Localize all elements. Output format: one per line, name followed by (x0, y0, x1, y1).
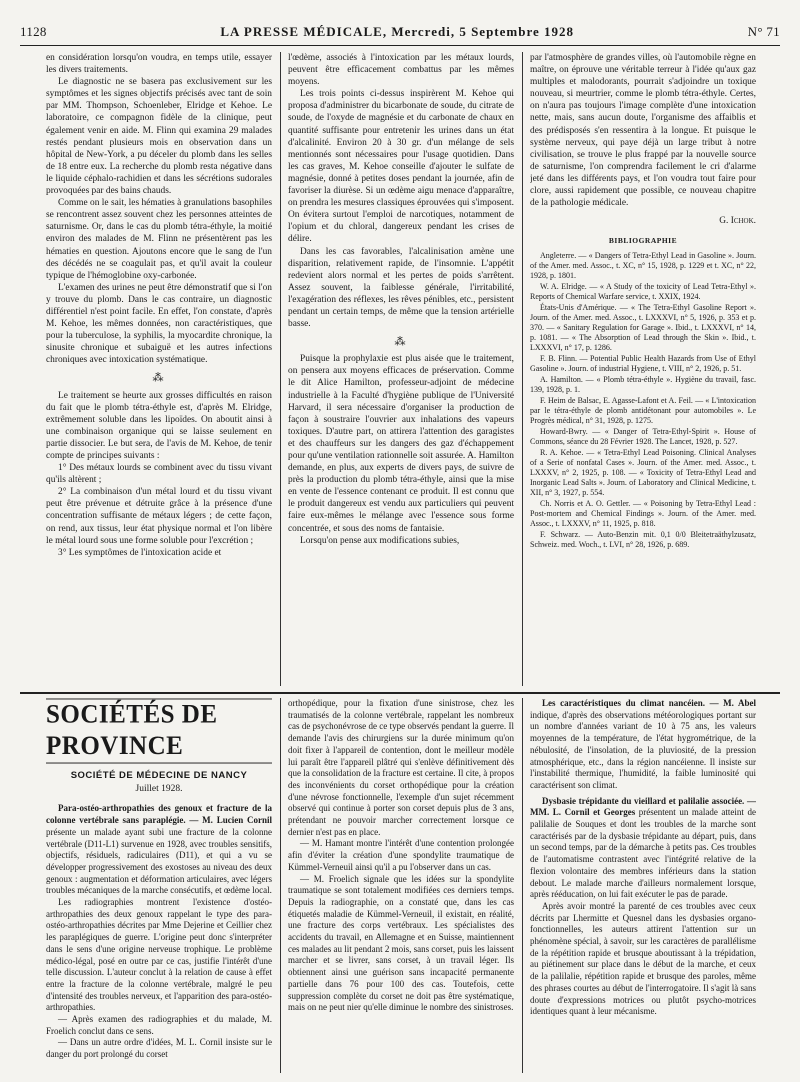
column-divider (280, 52, 281, 686)
bibliography-entry: A. Hamilton. — « Plomb tétra-éthyle ». Hygiène du travail, fasc. 139, 1928, p. 1. (530, 375, 756, 395)
paragraph: Lorsqu'on pense aux modifications subies, (300, 535, 460, 546)
paragraph: Les trois points ci-dessus inspirèrent M. Kehoe qui proposa d'administrer du bicarbonate de soude, du citrate de soude, de l'oxyde de magnésie et du carbonate de chaux en quantité suffisante pour entretenir les urines dans un état d'alcalinité. Environ 20 à 30 gr. d'un mélange de sels mentionnés sont nécessaires pour l'usage quotidien. Dans les cas graves, M. Kehoe conseille d'ajouter le sulfate de magnésie, donné à petites doses pendant la journée, afin de favoriser la diurèse. Si un œdème aigu menace d'apparaître, on prendra les mesures classiques éprouvées qui s'imposent. On évitera surtout l'emploi de narcotiques, notamment de l'opium et du chloral, dangereux pendant les crises de délire. (288, 89, 514, 245)
section-title: SOCIÉTÉS DE PROVINCE (46, 698, 272, 763)
paragraph: 2° La combinaison d'un métal lourd et du tissu vivant peut être prévenue et détruite grâce à la présence d'une concentration suffisante de métaux légers ; de cette façon, on rend, aux tissus, leur état physique normal et l'on libère le métal lourd sous une forme soluble pour l'excrétion ; (46, 487, 272, 546)
paragraph: présentent un malade atteint de palilalie de Souques et dont les troubles de la marche sont caractérisés par de la dysbasie trépidante au départ, puis, dans un second temps, par de la démarche à petits pas. Ces troubles de l'automatisme contrastent avec l'intégrité relative de la flexion volontaire des membres inférieurs dans la station debout. Le malade marche d'ailleurs normalement lorsque, après rééducation, on lui fait exécuter le pas de parade. (530, 807, 756, 900)
article-column-2 (288, 52, 514, 686)
paragraph: — M. Froelich signale que les idées sur la spondylite traumatique se sont totalement modifiées ces derniers temps. Depuis la radiographie, on a constaté que, dans les cas étiquetés maladie de Kümmel-Verneuil, il existait, en réalité, une fracture des corps vertébraux. Les spécialistes des accidents du travail, en Allemagne et en Suisse, maintiennent ces malades au lit pendant 2 mois, sans corset, puis les laissent marcher et se livrer, sans corset, à un travail léger. Ils obtiennent ainsi une guérison sans incapacité permanente partielle dans 76 pour 100 des cas. Toutefois, cette suppression complète du corset ne doit pas être systématique, mais on ne peut nier qu'elle diminue le nombre des sinistroses. (288, 873, 514, 1013)
bibliography-heading: BIBLIOGRAPHIE (608, 236, 678, 246)
bibliography-entry: W. A. Elridge. — « A Study of the toxicity of Lead Tetra-Ethyl ». Reports of Chemical Warfare service, t. XXIX, 1924. (530, 282, 756, 302)
paragraph: Dans les cas favorables, l'alcalinisation amène une disparition, relativement rapide, de l'insomnie. L'appétit redevient alors normal et les pertes de poids s'arrêtent. Assez souvent, la faiblesse générale, l'irritabilité, l'exagération des réflexes, les rêves pénibles, etc., persistent pendant un certain temps, de même que la tension artérielle basse. (288, 246, 514, 330)
page-number: 1128 (20, 24, 47, 39)
bibliography-entry: Ch. Norris et A. O. Gettler. — « Poisoning by Tetra-Ethyl Lead : Post-mortem and Chemical Findings ». Journ. of the Amer. med. Assoc., t. LXXXV, n° 11, 1925, p. 818. (530, 499, 756, 529)
bibliography-entry: F. B. Flinn. — Potential Public Health Hazards from Use of Ethyl Gasoline ». Journ. of industrial Hygiene, t. VIII, n° 2, 1926, p. 51. (530, 354, 756, 374)
paragraph: Le diagnostic ne se basera pas exclusivement sur les symptômes et les signes objectifs précisés avec tant de soin par MM. Thompson, Schoenleber, Elridge et Kehoe. Le laboratoire, ce compagnon fidèle de la clinique, peut également venir en aide. M. Flinn qui examina 29 malades restés pendant plusieurs mois en observation dans un hôpital de New-York, a pu déceler du plomb dans les selles de 18 entre eux. La recherche du plomb resta négative dans le liquide céphalo-rachidien et dans les sécrétions sudorales provoquées par des bains chauds. (46, 77, 272, 197)
paragraph: Puisque la prophylaxie est plus aisée que le traitement, on pensera aux moyens efficaces de préservation. Comme le dit Alice Hamilton, professeur-adjoint de médecine industrielle à la Faculté d'hygiène publique de l'Université Harvard, il sera nécessaire d'organiser la production de façon à soustraire l'ouvrier aux inhalations des vapeurs toxiques. D'autre part, on attirera l'attention des garagistes et des chauffeurs sur les dangers des gaz d'échappement pour qu'une ventilation rationnelle soit assurée. A. Hamilton demande, en plus, aux experts de divers pays, de suivre de près la production du plomb tétra-éthyle, ainsi que la mise en vente de l'essence contenant ce produit. Il est connu que le produit dangereux est vendu aux particuliers qui peuvent faire eux-mêmes le mélange avec l'essence sous forme concentrée, et sous des noms de fantaisie. (288, 354, 514, 534)
bibliography-entry: R. A. Kehoe. — « Tetra-Ethyl Lead Poisoning. Clinical Analyses of a Serie of nonfatal Cases ». Journ. of the Amer. med. Assoc., t. LXXXV, n° 2, 1925, p. 108. — « Toxicity of Tetra-Ethyl Lead and Inorganic Lead Salts ». Journ. of Laboratory and Clinical Medicine, t. XII, n° 3, 1927, p. 554. (530, 448, 756, 498)
paragraph: Les radiographies montrent l'existence d'ostéo-arthropathies des deux genoux rappelant le type des para-ostéo-arthropathies décrites par Mme Dejerine et Ceillier chez les paraplégiques de guerre. L'origine peut donc s'interpréter dans le sens d'une origine nerveuse trophique. Le problème médico-légal, posé en outre par ce cas, justifie l'intérêt d'une telle discussion. L'auteur conclut à la relation de cause à effet entre la fracture de la colonne vertébrale, malgré le peu d'intensité des troubles nerveux, et l'apparition des para-ostéo-arthropathies. (46, 897, 272, 1013)
paragraph: indique, d'après des observations météorologiques portant sur un nombre d'années variant de 10 à 75 ans, les valeurs moyennes de la température, de l'état hygrométrique, de la nébulosité, de l'insolation, de la pluviosité, de la pression atmosphérique, etc., dans la région nancéienne. Il insiste sur l'instabilité thermique, l'humidité, la faible luminosité qui caractérisent son climat. (530, 709, 756, 790)
paragraph: 1° Des métaux lourds se combinent avec du tissu vivant qu'ils altèrent ; (46, 463, 272, 486)
column-divider (280, 698, 281, 1073)
paragraph: L'examen des urines ne peut être démonstratif que si l'on y trouve du plomb. Dans le cas contraire, un diagnostic différentiel n'est point facile. En effet, l'on constate, d'après M. Kehoe, les mêmes données, non caractéristiques, que pour la tuberculose, la syphilis, la myocardite chronique, la sinusite chronique et subaiguë et les autres infections chroniques avec intoxication systématique. (46, 282, 272, 366)
article-column-1 (46, 52, 272, 686)
paragraph: — M. Hamant montre l'intérêt d'une contention prolongée afin d'éviter la création d'une spondylite traumatique de Kümmel-Verneuil ainsi qu'il a pu l'observer dans un cas. (288, 838, 514, 872)
paragraph: orthopédique, pour la fixation d'une sinistrose, chez les traumatisés de la colonne vertébrale, rappelant les nombreux cas de psychonévrose de ce type observés pendant la guerre. Il demande l'avis des chirurgiens sur la durée minimum qu'on doit fixer à l'appareil de contention, dont le meilleur modèle lui paraît être l'appareil plâtré qui s'enlève définitivement dès que la consolidation de la fracture est certaine. Il cite, à propos des inconvénients du corset orthopédique pour la création d'une névrose fonctionnelle, l'exemple d'un sujet récemment observé qui continue à porter son corset depuis plus de 3 ans, prétendant ne pouvoir marcher correctement lorsque ce dernier n'est pas en place. (288, 698, 514, 837)
journal-title: LA PRESSE MÉDICALE, Mercredi, 5 Septembre 1928 (220, 24, 575, 39)
paragraph: par l'atmosphère de grandes villes, où l'automobile règne en maître, on éprouve une véritable terreur à l'idée qu'aux gaz multiples et malodorants, pourrait s'adjoindre un toxique nouveau, si meurtrier, comme le plomb tétra-éthyle. Certes, on n'aura pas toujours l'image complète d'une intoxication nette, mais, sans aucun doute, l'organisme des affaiblis et des prédisposés s'en ressentira à la longue. Et puisque le système nerveux, qui paye déjà un large tribut à notre civilisation, se trouve le plus frappé par la nouvelle source de saturnisme, l'on comprendra facilement le cri d'alarme jeté dans les différents pays, et l'on voudra tout faire pour clore, aussi rapidement que possible, ce nouveau chapitre de la pathologie médicale. (530, 53, 756, 209)
paragraph: Le traitement se heurte aux grosses difficultés en raison du fait que le plomb tétra-éthyle est, d'après M. Elridge, extrêmement soluble dans les lipoïdes. On aboutit ainsi à une combinaison organique qui se laisse seulement en partie dissocier. Le but sera, de l'avis de M. Kehoe, de tenir compte de principes suivants : (46, 390, 272, 461)
bibliography-entry: F. Heim de Balsac, E. Agasse-Lafont et A. Feil. — « L'intoxication par le tétra-éthyle de plomb antidétonant pour automobiles ». Le Progrès médical, n° 31, 1928, p. 1275. (530, 396, 756, 426)
paragraph: — Dans un autre ordre d'idées, M. L. Cornil insiste sur le danger du port prolongé du corset (46, 1037, 272, 1060)
societies-column-3 (530, 698, 756, 1073)
societies-column-2 (288, 698, 514, 1073)
paragraph: Comme on le sait, les hématies à granulations basophiles se rencontrent assez souvent chez les personnes atteintes de saturnisme. Or, dans le cas du plomb tétra-éthyle, la moitié environ des malades de M. Flinn ne présentèrent pas les hématies en question. Ajoutons encore que le sang de l'un des décédés ne se coagulait pas, et qu'il avait la couleur typique de l'hémoglobine oxy-carbonée. (46, 198, 272, 281)
column-divider (522, 52, 523, 686)
paragraph: — Après examen des radiographies et du malade, M. Froelich conclut dans ce sens. (46, 1014, 272, 1036)
issue-number: N° 71 (747, 24, 780, 39)
author-signature: G. Ichok. (719, 216, 756, 227)
page-header (20, 24, 780, 42)
bibliography-entry: Howard-Bwry. — « Danger of Tetra-Ethyl-Spirit ». House of Commons, séance du 28 Février 1928. The Lancet, 1928, p. 527. (530, 427, 756, 447)
column-divider (522, 698, 523, 1073)
paragraph: Après avoir montré la parenté de ces troubles avec ceux décrits par Lhermitte et Quesnel dans les dysbasies organo-fonctionnelles, les auteurs attirent l'attention sur un phénomène spécial, à savoir, sur les caractères de parallélisme de la répétition rapide et brusque aboutissant à la trépidation, au piétinement sur place dans le début de la marche, et ceux de la palilalie, répétition rapide et brusque des paroles, même des phrases courtes au début de l'interrogatoire. Il s'agit là sans doute d'expressions motrices ou plutôt psycho-motrices identiques quant à leur mécanisme. (530, 900, 756, 1017)
header-rule (20, 45, 780, 46)
report-title: Les caractéristiques du climat nancéien. — M. Abel (542, 698, 756, 708)
session-date: Juillet 1928. (135, 783, 183, 794)
section-rule (20, 692, 780, 694)
paragraph: présente un malade ayant subi une fracture de la colonne vertébrale (D11-L1) survenue en 1928, avec troubles sensitifs, objectifs, résiduels, radiculaires (D11), et qui a vu se développer progressivement des exostoses au niveau des deux genoux : augmentation et déformation articulaires, avec légers troubles mécaniques de la marche consécutifs, et œdème local. (46, 826, 272, 896)
society-name: SOCIÉTÉ DE MÉDECINE DE NANCY (70, 770, 248, 781)
paragraph: en considération lorsqu'on voudra, en temps utile, essayer les divers traitements. (46, 53, 272, 76)
paragraph: l'œdème, associés à l'intoxication par les métaux lourds, peuvent être efficacement combattus par les mêmes moyens. (288, 53, 514, 88)
bibliography-entry: Angleterre. — « Dangers of Tetra-Ethyl Lead in Gasoline ». Journ. of the Amer. med. Assoc., t. XC, n° 15, 1928, p. 1229 et t. XC, n° 22, 1928, p. 1801. (530, 251, 756, 281)
report-title: Para-ostéo-arthropathies des genoux et fracture de la colonne vertébrale sans paraplégie. — M. Lucien Cornil (46, 803, 272, 826)
section-asterism: ⁂ (394, 336, 408, 349)
article-column-3 (530, 52, 756, 686)
bibliography-entry: F. Schwarz. — Auto-Benzin mit. 0,1 0/0 Bleitetraäthylzusatz, Schweiz. med. Woch., t. LVI, n° 28, 1926, p. 689. (530, 530, 756, 550)
paragraph: 3° Les symptômes de l'intoxication acide et (58, 547, 222, 558)
bibliography-entry: États-Unis d'Amérique. — « The Tetra-Ethyl Gasoline Report ». Journ. of the Amer. med. Assoc., t. LXXXVI, n° 5, 1926, p. 353 et p. 370. — « Sanitary Regulation for Garage ». Ibid., t. LXXXVI, n° 14, p. 1081. — « The Absorption of Lead through the Skin ». Ibid., t. LXXXVI, n° 17, p. 1286. (530, 303, 756, 353)
section-asterism: ⁂ (152, 372, 166, 385)
report-title: Dysbasie trépidante du vieillard et palilalie associée. — MM. L. Cornil et Georges (530, 795, 756, 818)
bibliography-list (530, 251, 756, 550)
societies-column-1 (46, 698, 272, 1073)
